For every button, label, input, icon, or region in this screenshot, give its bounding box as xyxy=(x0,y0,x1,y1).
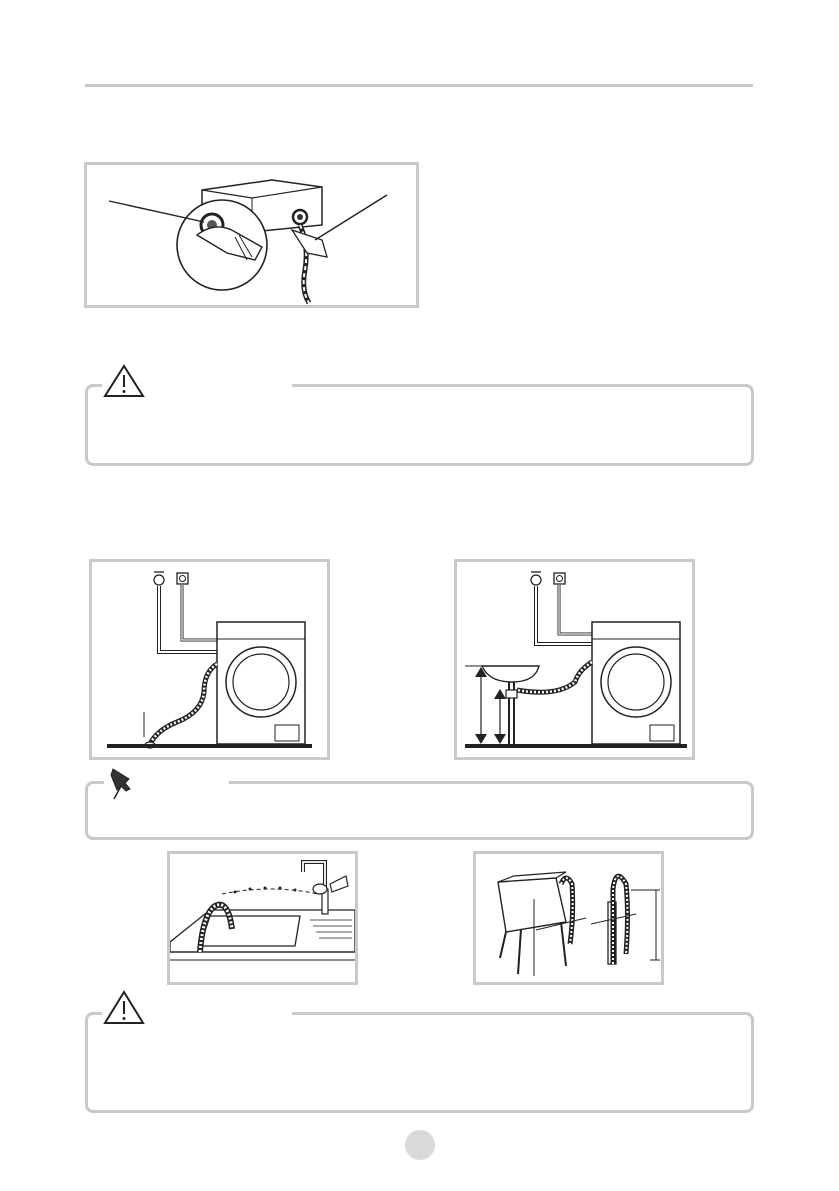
warning-label-2 xyxy=(102,989,292,1027)
drain-sink-figure xyxy=(454,559,695,760)
warning-icon xyxy=(102,363,152,399)
drain-basin-tap-figure xyxy=(167,851,358,985)
warning-icon xyxy=(102,989,152,1027)
warning-label-1 xyxy=(102,363,292,399)
hose-connection-figure xyxy=(84,162,419,308)
pushpin-icon xyxy=(104,765,144,801)
drain-tub-standpipe-figure xyxy=(473,851,664,985)
note-label xyxy=(104,765,229,801)
header-rule xyxy=(85,84,753,87)
page-number-badge xyxy=(405,1130,435,1160)
drain-floor-figure xyxy=(89,559,330,760)
warning-notice-2 xyxy=(85,1012,754,1113)
